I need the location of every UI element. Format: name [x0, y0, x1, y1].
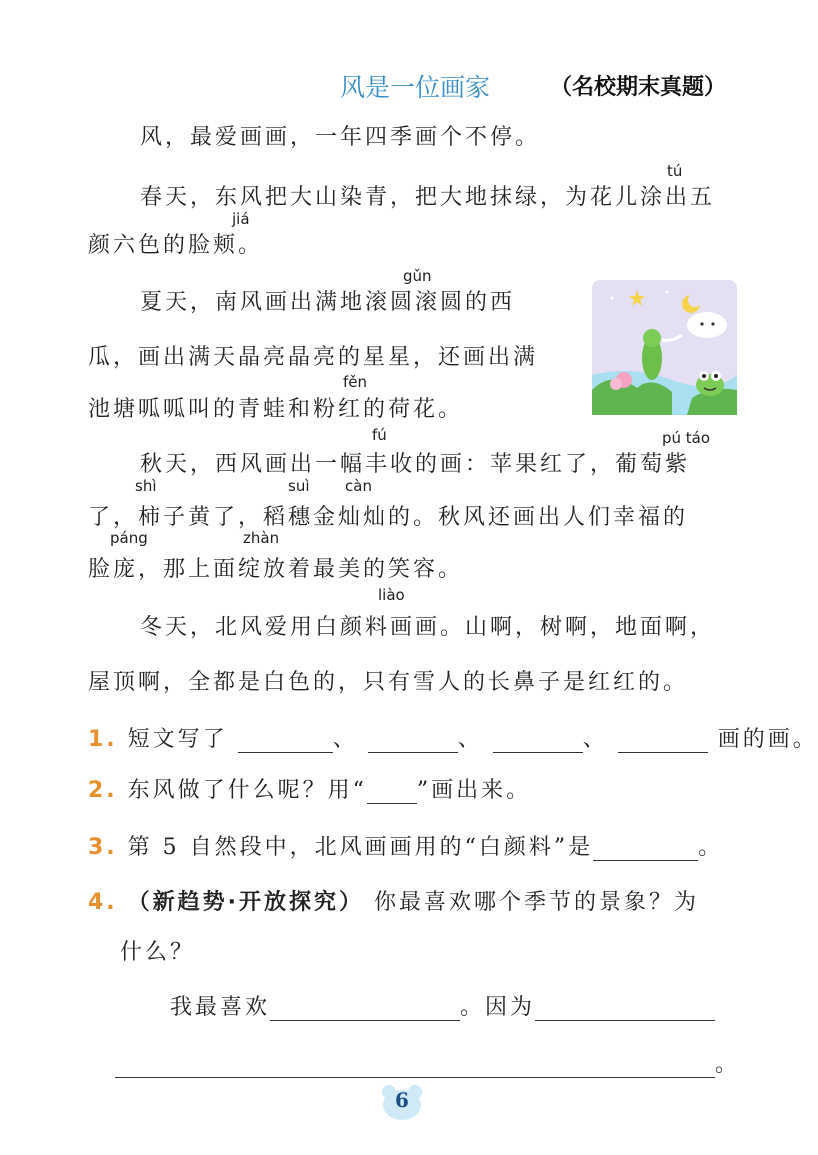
- question-number: 3.: [88, 835, 118, 860]
- question-end: 画的画。: [717, 727, 818, 752]
- pinyin-annotation: fú: [372, 426, 387, 444]
- summer-illustration: [592, 280, 737, 415]
- passage-line: 脸庞，那上面绽放着最美的笑容。: [88, 557, 464, 582]
- question-4: [88, 885, 699, 916]
- pinyin-annotation: gǔn: [403, 267, 432, 285]
- pinyin-annotation: fěn: [343, 373, 368, 391]
- question-3: [88, 830, 723, 861]
- question-text: 东风做了什么呢？用“: [127, 778, 367, 803]
- separator: 、: [457, 727, 483, 752]
- page-title: 风是一位画家: [340, 73, 491, 102]
- pinyin-annotation: tú: [667, 162, 683, 180]
- separator: 、: [332, 727, 358, 752]
- answer-blank[interactable]: [618, 730, 708, 753]
- answer-line-1: [170, 990, 715, 1021]
- passage-line: 风，最爱画画，一年四季画个不停。: [140, 125, 541, 150]
- passage-line: 了，柿子黄了，稻穗金灿灿的。秋风还画出人们幸福的: [88, 505, 689, 530]
- question-text: 你最喜欢哪个季节的景象？为: [374, 890, 700, 915]
- answer-prompt: 。因为: [460, 995, 536, 1020]
- passage-line: 瓜，画出满天晶亮晶亮的星星，还画出满: [88, 345, 539, 370]
- pinyin-annotation: zhàn: [243, 529, 280, 547]
- answer-blank[interactable]: [115, 1055, 715, 1078]
- question-end: 。: [715, 1052, 741, 1077]
- answer-blank[interactable]: [367, 781, 417, 804]
- passage-line: 夏天，南风画出满地滚圆滚圆的西: [140, 290, 516, 315]
- question-number: 4.: [88, 890, 118, 915]
- pinyin-annotation: càn: [345, 477, 372, 495]
- answer-blank[interactable]: [593, 838, 698, 861]
- question-number: 2.: [88, 778, 118, 803]
- question-text: 第 5 自然段中，北风画画用的“白颜料”是: [127, 835, 594, 860]
- answer-blank[interactable]: [270, 998, 460, 1021]
- answer-blank[interactable]: [493, 730, 583, 753]
- pinyin-annotation: pú táo: [662, 429, 711, 447]
- passage-line: 冬天，北风爱用白颜料画画。山啊，树啊，地面啊，: [140, 615, 716, 640]
- question-end: 。: [698, 835, 724, 860]
- passage-line: 池塘呱呱叫的青蛙和粉红的荷花。: [88, 397, 464, 422]
- question-2: [88, 773, 531, 804]
- question-end: ”画出来。: [416, 778, 532, 803]
- answer-line-2: [115, 1047, 740, 1078]
- passage-line: 屋顶啊，全都是白色的，只有雪人的长鼻子是红红的。: [88, 670, 689, 695]
- passage-line: 秋天，西风画出一幅丰收的画：苹果红了，葡萄紫: [140, 452, 691, 477]
- passage-line: 春天，东风把大山染青，把大地抹绿，为花儿涂出五: [140, 185, 716, 210]
- source-tag: （名校期末真题）: [550, 75, 727, 100]
- page-number: 6: [395, 1088, 409, 1112]
- separator: 、: [582, 727, 608, 752]
- pinyin-annotation: liào: [378, 586, 405, 604]
- question-text: 短文写了: [127, 727, 228, 752]
- passage-line: 颜六色的脸颊。: [88, 233, 264, 258]
- question-4-continued: 什么？: [120, 940, 196, 965]
- answer-prompt: 我最喜欢: [170, 995, 271, 1020]
- pinyin-annotation: suì: [288, 477, 310, 495]
- question-number: 1.: [88, 727, 118, 752]
- answer-blank[interactable]: [535, 998, 715, 1021]
- question-1: [88, 722, 818, 753]
- pinyin-annotation: shì: [135, 477, 157, 495]
- answer-blank[interactable]: [238, 730, 333, 753]
- question-tag: （新趋势·开放探究）: [127, 890, 365, 915]
- answer-blank[interactable]: [368, 730, 458, 753]
- pinyin-annotation: páng: [110, 529, 148, 547]
- pinyin-annotation: jiá: [232, 210, 250, 228]
